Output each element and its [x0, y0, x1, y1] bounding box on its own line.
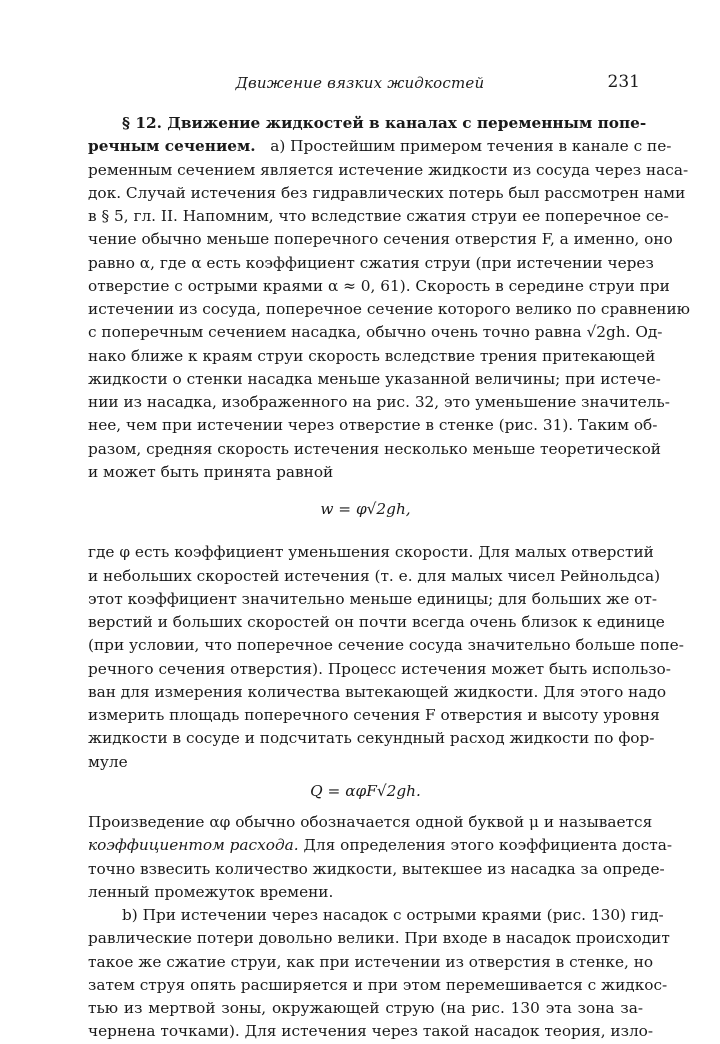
text-line: речного сечения отверстия). Процесс истечения может быть использо- — [88, 659, 671, 678]
text-line: затем струя опять расширяется и при этом перемешивается с жидкос- — [88, 975, 668, 994]
text-line: верстий и больших скоростей он почти всегда очень близок к единице — [88, 613, 665, 631]
text-line: равно α, где α есть коэффициент сжатия струи (при истечении через — [88, 253, 654, 272]
text-line: точно взвесить количество жидкости, вытекшее из насадка за опреде- — [88, 859, 665, 878]
text-line: нако ближе к краям струи скорость вследствие трения притекающей — [88, 346, 656, 365]
text-fragment: а) Простейшим примером течения в канале с пе- — [270, 137, 672, 156]
body-text — [88, 112, 690, 1044]
section-heading-cont: речным сечением. — [88, 137, 256, 156]
text-line — [88, 834, 673, 857]
text-line: отверстие с острыми краями α ≈ 0, 61). Скорость в середине струи при — [88, 276, 670, 295]
text-line: Произведение αφ обычно обозначается одной буквой μ и называется — [88, 813, 653, 831]
text-line: жидкости о стенки насадка меньше указанной величины; при истече- — [88, 369, 661, 388]
inline-formula: √2gh. Од- — [586, 323, 663, 342]
running-head — [0, 74, 720, 98]
text-line: этот коэффициент значительно меньше единицы; для больших же от- — [88, 589, 657, 608]
text-line: где φ есть коэффициент уменьшения скорости. Для малых отверстий — [88, 543, 654, 562]
text-line: (при условии, что поперечное сечение сосуда значительно больше попе- — [88, 636, 684, 655]
text-line: ременным сечением является истечение жидкости из сосуда через наса- — [88, 160, 689, 179]
text-line: док. Случай истечения без гидравлических потерь был рассмотрен нами — [88, 183, 686, 202]
page-number: 231 — [607, 72, 640, 92]
text-line: измерить площадь поперечного сечения F отверстия и высоту уровня — [88, 706, 660, 724]
running-title: Движение вязких жидкостей — [235, 74, 485, 92]
text-line: ван для измерения количества вытекающей жидкости. Для этого надо — [88, 682, 667, 701]
text-line: равлические потери довольно велики. При входе в насадок происходит — [88, 929, 670, 948]
text-line: нии из насадка, изображенного на рис. 32, это уменьшение значитель- — [88, 393, 670, 411]
text-line — [88, 321, 663, 344]
text-line: чернена точками). Для истечения через такой насадок теория, изло- — [88, 1022, 654, 1041]
text-line: жидкости в сосуде и подсчитать секундный расход жидкости по фор- — [88, 729, 655, 748]
text-line: муле — [88, 752, 128, 771]
text-line: и может быть принята равной — [88, 462, 334, 481]
text-line: разом, средняя скорость истечения несколько меньше теоретической — [88, 439, 661, 458]
term-italic: коэффициентом расхода. — [88, 836, 299, 855]
text-line: b) При истечении через насадок с острыми краями (рис. 130) гид- — [122, 906, 664, 924]
section-heading: § 12. Движение жидкостей в каналах с переменным попе- — [122, 114, 647, 132]
text-line: тью из мертвой зоны, окружающей струю (на рис. 130 эта зона за- — [88, 999, 643, 1017]
text-line: и небольших скоростей истечения (т. е. для малых чисел Рейнольдса) — [88, 566, 661, 585]
text-fragment: с поперечным сечением насадка, обычно очень точно равна — [88, 323, 582, 342]
text-line: такое же сжатие струи, как при истечении из отверстия в стенке, но — [88, 952, 654, 971]
text-line: чение обычно меньше поперечного сечения отверстия F, а именно, оно — [88, 230, 673, 249]
text-line: в § 5, гл. II. Напомним, что вследствие сжатия струи ее поперечное се- — [88, 207, 669, 225]
text-line: истечении из сосуда, поперечное сечение которого велико по сравнению — [88, 300, 690, 318]
text-line — [88, 135, 672, 158]
text-line: ленный промежуток времени. — [88, 882, 334, 901]
text-fragment: Для определения этого коэффициента доста- — [303, 836, 673, 855]
display-formula: Q = αφF√2gh. — [310, 781, 421, 800]
display-formula: w = φ√2gh, — [320, 500, 411, 518]
text-line: нее, чем при истечении через отверстие в стенке (рис. 31). Таким об- — [88, 416, 658, 435]
